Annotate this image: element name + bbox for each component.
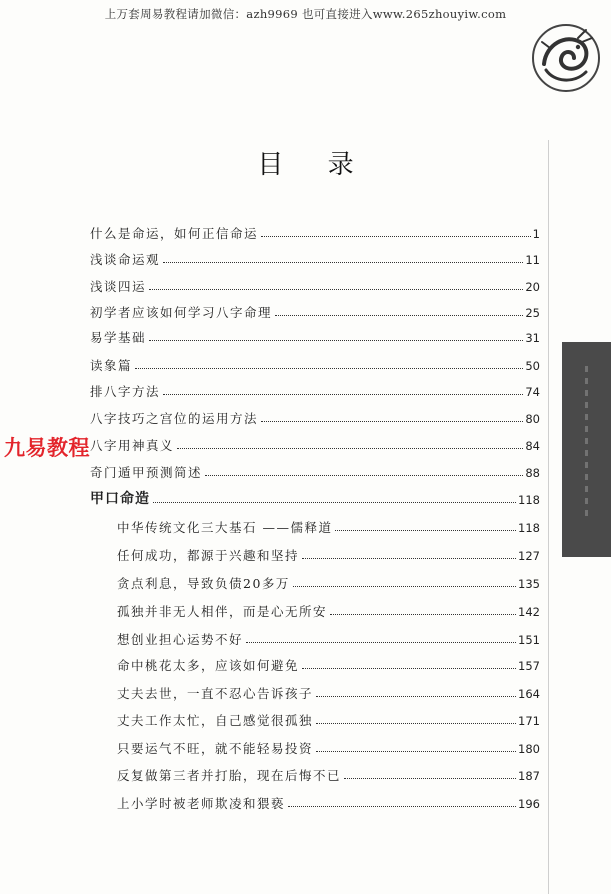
toc-leader	[177, 448, 523, 449]
toc-section-entry[interactable]	[90, 484, 540, 506]
toc-entry-title: 奇门遁甲预测简述	[90, 464, 203, 480]
toc-entry[interactable]	[90, 218, 540, 240]
toc-entry-page: 127	[518, 548, 540, 563]
toc-entry-title: 孤独并非无人相伴，而是心无所安	[117, 603, 328, 619]
toc-entry[interactable]	[117, 788, 540, 810]
toc-entry-page: 135	[518, 576, 540, 591]
toc-entry-title: 读象篇	[90, 357, 133, 373]
toc-leader	[246, 642, 516, 643]
toc-entry[interactable]	[90, 430, 540, 452]
toc-entry-title: 初学者应该如何学习八字命理	[90, 304, 273, 320]
toc-entry[interactable]	[117, 650, 540, 672]
toc-entry-page: 80	[525, 411, 540, 426]
toc-leader	[153, 502, 516, 503]
toc-entry-page: 88	[525, 465, 540, 480]
toc-entry-page: 11	[525, 252, 540, 267]
toc-entry[interactable]	[90, 403, 540, 425]
toc-entry[interactable]	[117, 705, 540, 727]
toc-leader	[275, 315, 523, 316]
toc-entry-page: 20	[525, 279, 540, 294]
toc-leader	[163, 394, 523, 395]
toc-entry[interactable]	[117, 760, 540, 782]
toc-entry-page: 31	[525, 330, 540, 345]
toc-leader	[261, 236, 531, 237]
toc-entry-title: 中华传统文化三大基石 ——儒释道	[117, 519, 333, 535]
watermark-text: 上万套周易教程请加微信：azh9969 也可直接进入www.265zhouyiw.com	[104, 7, 507, 21]
toc-leader	[135, 368, 523, 369]
toc-leader	[330, 614, 516, 615]
toc-entry-title: 八字技巧之宫位的运用方法	[90, 410, 259, 426]
toc-entry-title: 易学基础	[90, 329, 147, 345]
toc-entry[interactable]	[90, 322, 540, 344]
toc-entry-page: 164	[518, 686, 540, 701]
toc-entry-title: 想创业担心运势不好	[117, 631, 244, 647]
toc-entry-title: 只要运气不旺，就不能轻易投资	[117, 740, 314, 756]
toc-entry-title: 丈夫去世，一直不忍心告诉孩子	[117, 685, 314, 701]
toc-entry[interactable]	[117, 512, 540, 534]
toc-entry-page: 50	[525, 358, 540, 373]
toc-entry-page: 157	[518, 658, 540, 673]
brand-overlay-text: 九易教程	[4, 436, 90, 460]
toc-leader	[316, 696, 516, 697]
toc-section-title: 甲口命造	[90, 491, 150, 507]
toc-leader	[205, 475, 523, 476]
toc-entry[interactable]	[117, 596, 540, 618]
toc-entry-page: 142	[518, 604, 540, 619]
toc-entry-page: 84	[525, 438, 540, 453]
toc-entry[interactable]	[90, 457, 540, 479]
toc-entry-page: 118	[518, 520, 540, 535]
toc-entry[interactable]	[117, 624, 540, 646]
toc-leader	[163, 262, 523, 263]
toc-entry-title: 任何成功，都源于兴趣和坚持	[117, 547, 300, 563]
toc-leader	[288, 806, 516, 807]
toc-leader	[344, 778, 516, 779]
toc-entry-page: 187	[518, 768, 540, 783]
toc-entry-page: 1	[532, 226, 540, 241]
toc-entry-title: 命中桃花太多，应该如何避免	[117, 657, 300, 673]
toc-entry-title: 浅谈命运观	[90, 251, 161, 267]
toc-leader	[149, 289, 523, 290]
toc-entry-title: 浅谈四运	[90, 278, 147, 294]
toc-leader	[261, 421, 523, 422]
toc-entry-title: 排八字方法	[90, 383, 161, 399]
toc-entry-title: 什么是命运，如何正信命运	[90, 225, 259, 241]
toc-leader	[335, 530, 516, 531]
toc-entry-title: 八字用神真义	[90, 437, 175, 453]
toc-entry-title: 反复做第三者并打胎，现在后悔不已	[117, 767, 342, 783]
toc-entry-page: 151	[518, 632, 540, 647]
toc-entry-page: 118	[518, 492, 540, 507]
toc-entry[interactable]	[90, 376, 540, 398]
toc-entry[interactable]	[90, 297, 540, 319]
toc-entry[interactable]	[90, 350, 540, 372]
toc-entry[interactable]	[117, 733, 540, 755]
toc-entry-title: 丈夫工作太忙，自己感觉很孤独	[117, 712, 314, 728]
toc-entry[interactable]	[90, 244, 540, 266]
toc-entry-title: 贪点利息，导致负债20多万	[117, 575, 290, 591]
toc-leader	[302, 668, 516, 669]
toc-leader	[316, 751, 516, 752]
toc-entry-page: 180	[518, 741, 540, 756]
toc-entry-page: 196	[518, 796, 540, 811]
toc-leader	[149, 340, 523, 341]
toc-entry[interactable]	[117, 678, 540, 700]
toc-entry[interactable]	[90, 271, 540, 293]
toc-entry-title: 上小学时被老师欺凌和猥亵	[117, 795, 286, 811]
toc-entry-page: 74	[525, 384, 540, 399]
toc-leader	[302, 558, 516, 559]
page-title: 目 录	[257, 150, 372, 180]
toc-entry-page: 171	[518, 713, 540, 728]
toc-leader	[293, 586, 516, 587]
toc-entry[interactable]	[117, 540, 540, 562]
toc-entry-page: 25	[525, 305, 540, 320]
toc-entry[interactable]	[117, 568, 540, 590]
toc-leader	[316, 723, 516, 724]
